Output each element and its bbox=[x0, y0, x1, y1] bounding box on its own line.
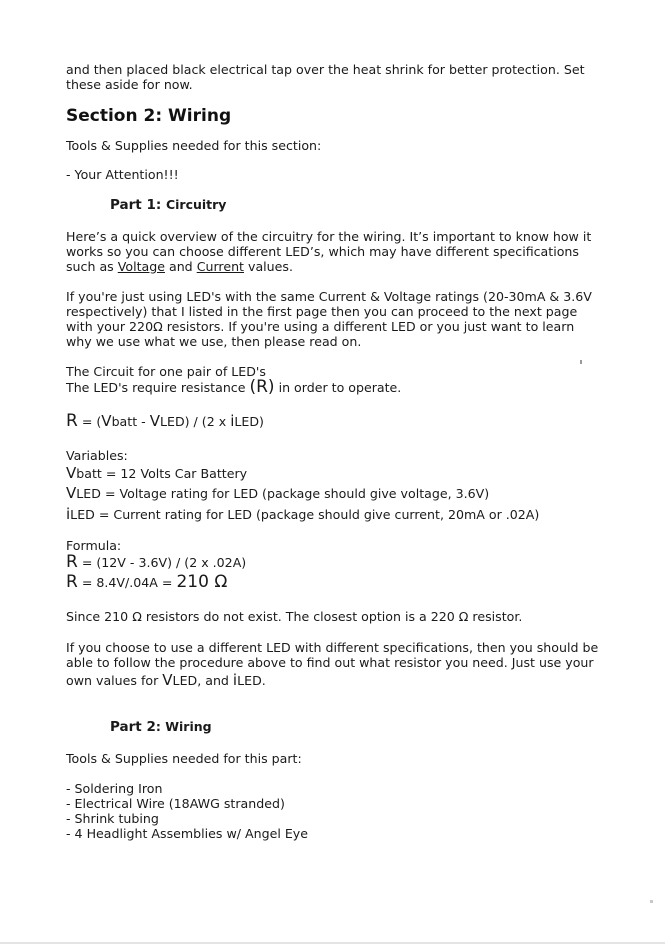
para2-line-1: If you're just using LED's with the same Current & Voltage ratings (20-30mA & 3.6V bbox=[66, 289, 592, 304]
para1-text: such as bbox=[66, 259, 118, 274]
para1-line-2: works so you can choose different LED’s, which may have different specifications bbox=[66, 244, 579, 259]
resistance-symbol: (R) bbox=[249, 377, 275, 397]
resistance-equation bbox=[66, 411, 264, 431]
para1-text: and bbox=[164, 259, 197, 274]
var-text: LED = Voltage rating for LED (package should give voltage, 3.6V) bbox=[76, 486, 490, 501]
part-2-sub: : Wiring bbox=[155, 719, 212, 734]
para1-line-3 bbox=[66, 259, 293, 274]
variables-heading: Variables: bbox=[66, 448, 128, 463]
para3-line-3 bbox=[66, 673, 266, 688]
part2-item: - Electrical Wire (18AWG stranded) bbox=[66, 796, 285, 811]
current-term: Current bbox=[196, 259, 244, 274]
variable-vled bbox=[66, 486, 489, 501]
formula-result: 210 Ω bbox=[176, 572, 228, 592]
intro-line-1: and then placed black electrical tap over the heat shrink for better protection. Set bbox=[66, 62, 585, 77]
var-text: batt = 12 Volts Car Battery bbox=[76, 466, 248, 481]
circuit-text: The LED's require resistance bbox=[66, 380, 250, 395]
formula-line-1 bbox=[66, 552, 247, 572]
resistor-note: Since 210 Ω resistors do not exist. The closest option is a 220 Ω resistor. bbox=[66, 609, 523, 624]
para3-text: . bbox=[261, 673, 266, 688]
eq-r: R bbox=[66, 411, 78, 431]
section-2-title: Section 2: Wiring bbox=[66, 106, 232, 126]
eq-v: V bbox=[101, 412, 112, 430]
circuit-line-1: The Circuit for one pair of LED's bbox=[66, 364, 266, 379]
var-symbol: V bbox=[66, 464, 77, 482]
para3-text: LED bbox=[172, 673, 198, 688]
variable-vbatt bbox=[66, 466, 247, 481]
scan-edge-line bbox=[0, 942, 665, 944]
para2-line-3: with your 220Ω resistors. If you're using a different LED or you just want to learn bbox=[66, 319, 575, 334]
intro-line-2: these aside for now. bbox=[66, 77, 193, 92]
part-2-title bbox=[110, 719, 212, 735]
para3-symbol: i bbox=[232, 671, 238, 689]
part-1-label: Part 1: bbox=[110, 197, 166, 213]
para3-text: , and bbox=[197, 673, 233, 688]
scan-speck bbox=[650, 900, 653, 903]
section-tools-heading: Tools & Supplies needed for this section: bbox=[66, 138, 322, 153]
part-1-sub: Circuitry bbox=[165, 197, 227, 212]
formula-text: = (12V - 3.6V) / (2 x .02A) bbox=[77, 555, 247, 570]
part2-item: - Shrink tubing bbox=[66, 811, 159, 826]
eq-v: V bbox=[149, 412, 160, 430]
scan-speck bbox=[580, 360, 582, 364]
para2-line-2: respectively) that I listed in the first page then you can proceed to the next page bbox=[66, 304, 578, 319]
part2-item: - Soldering Iron bbox=[66, 781, 163, 796]
eq-i: i bbox=[230, 412, 235, 430]
para3-text: LED bbox=[237, 673, 262, 688]
eq-text: LED) / (2 x bbox=[159, 414, 231, 429]
para3-line-2: able to follow the procedure above to find out what resistor you need. Just use your bbox=[66, 655, 594, 670]
eq-text: = ( bbox=[77, 414, 102, 429]
formula-r: R bbox=[66, 572, 78, 592]
formula-line-2 bbox=[66, 572, 228, 592]
circuit-line-2 bbox=[66, 377, 402, 397]
var-symbol: i bbox=[66, 505, 71, 523]
part-1-title bbox=[110, 197, 226, 213]
eq-text: batt - bbox=[111, 414, 150, 429]
circuit-text: in order to operate. bbox=[274, 380, 402, 395]
part2-tools-heading: Tools & Supplies needed for this part: bbox=[66, 751, 302, 766]
variable-iled bbox=[66, 507, 539, 522]
formula-text: = 8.4V/.04A = bbox=[77, 575, 177, 590]
eq-text: LED) bbox=[234, 414, 264, 429]
para1-text: values. bbox=[244, 259, 293, 274]
para2-line-4: why we use what we use, then please read on. bbox=[66, 334, 362, 349]
para3-text: own values for bbox=[66, 673, 163, 688]
para3-symbol: V bbox=[162, 671, 173, 689]
formula-r: R bbox=[66, 552, 78, 572]
formula-heading: Formula: bbox=[66, 538, 122, 553]
part2-item: - 4 Headlight Assemblies w/ Angel Eye bbox=[66, 826, 309, 841]
para1-line-1: Here’s a quick overview of the circuitry for the wiring. It’s important to know how it bbox=[66, 229, 592, 244]
voltage-term: Voltage bbox=[117, 259, 165, 274]
var-text: LED = Current rating for LED (package should give current, 20mA or .02A) bbox=[70, 507, 540, 522]
var-symbol: V bbox=[66, 484, 77, 502]
para3-line-1: If you choose to use a different LED with different specifications, then you should be bbox=[66, 640, 599, 655]
section-tools-item: - Your Attention!!! bbox=[66, 167, 179, 182]
part-2-label: Part 2 bbox=[110, 719, 156, 735]
